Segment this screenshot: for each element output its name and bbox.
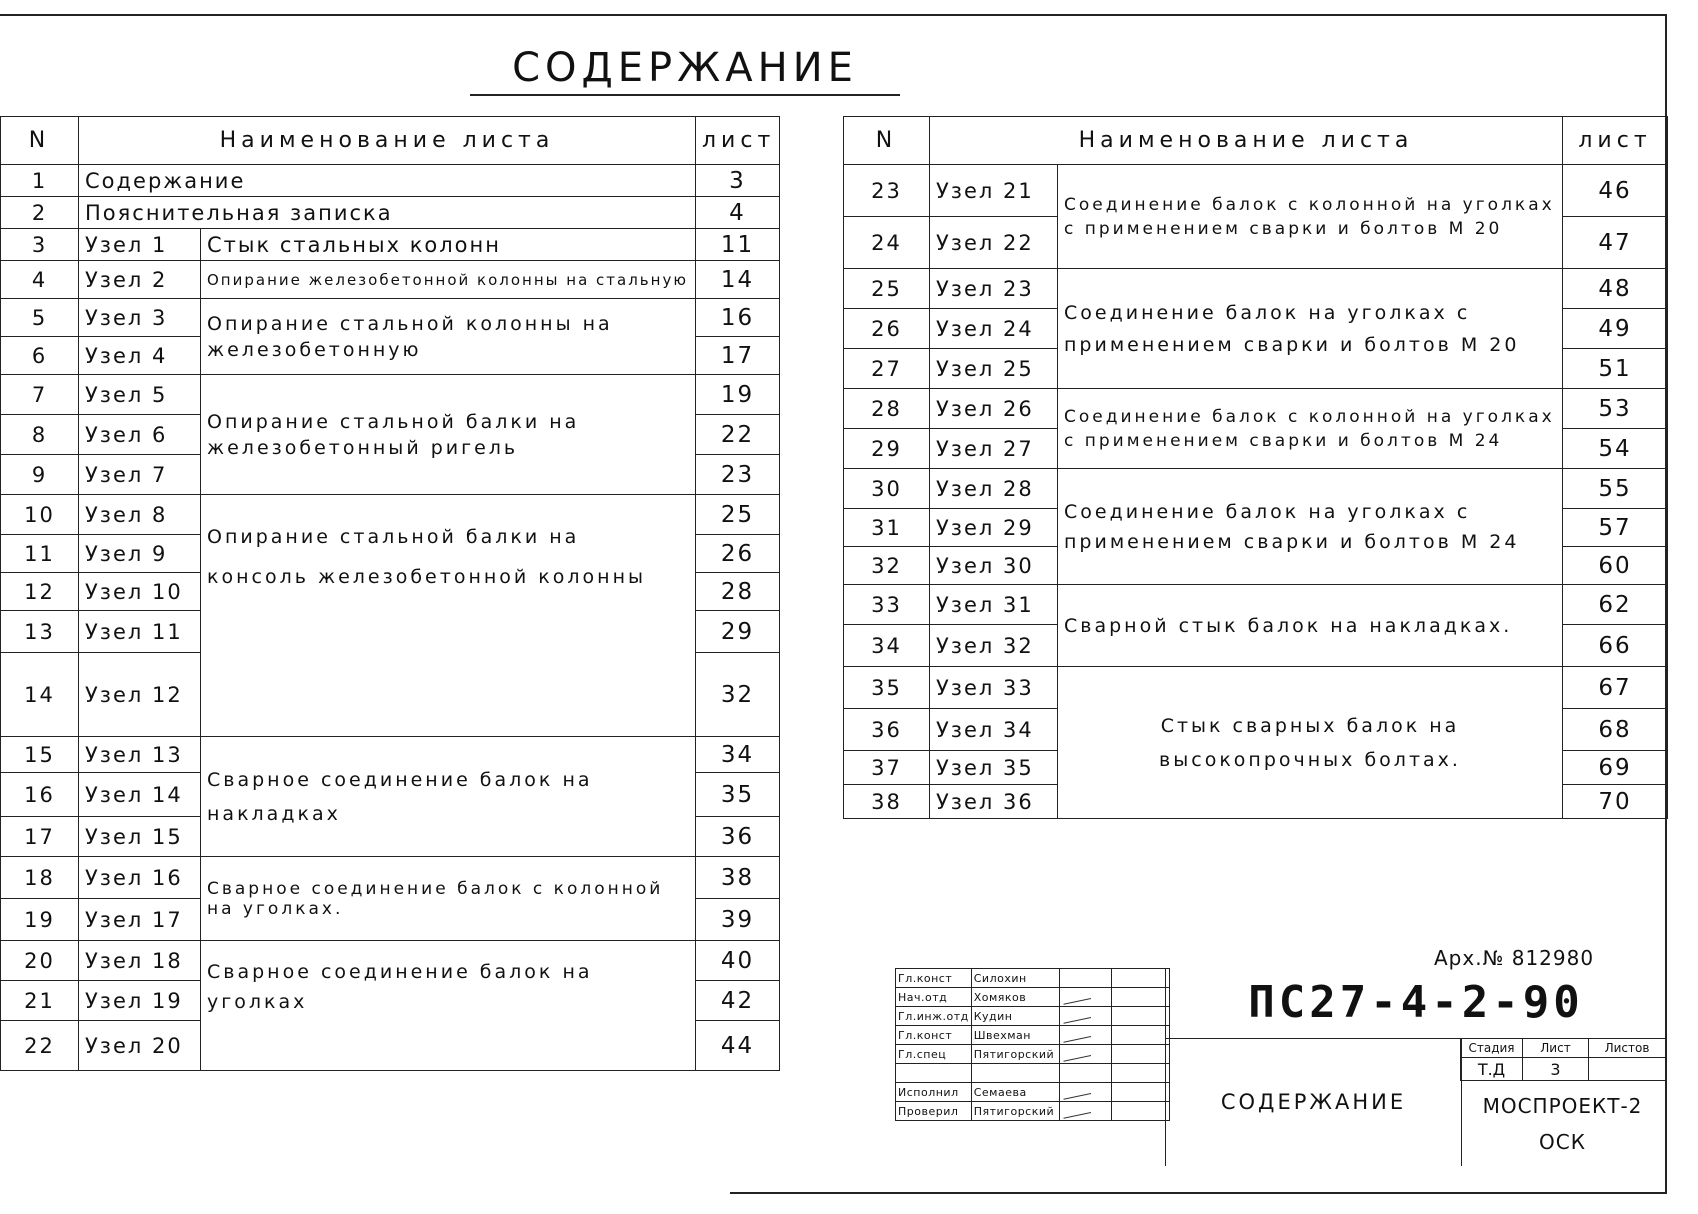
stamp-row: Гл.конст Швехман (896, 1026, 1170, 1045)
column-gap (780, 117, 844, 1071)
table-row: 29 Узел 27 54 (844, 429, 1668, 469)
signature-cell (1059, 988, 1111, 1007)
table-row: 12 Узел 10 28 (1, 573, 844, 611)
signature-cell (1059, 1083, 1111, 1102)
table-row: 31 Узел 29 57 (844, 509, 1668, 547)
org-department: ОСК (1539, 1130, 1586, 1154)
document-name: СОДЕРЖАНИЕ (1165, 1038, 1462, 1166)
table-row: 9 Узел 7 23 (1, 455, 844, 495)
frame-bottom-border (730, 1192, 1667, 1194)
sheet-label: Лист (1523, 1039, 1589, 1058)
table-row: 17 Узел 15 36 (1, 817, 844, 857)
group-description: Опирание стальной колонны на железобетонную (201, 299, 696, 375)
signature-cell (1059, 1026, 1111, 1045)
document-code: ПС27-4-2-90 (1165, 968, 1666, 1039)
table-row: 7 Узел 5 Опирание стальной балки на железобетонный ригель 19 (1, 375, 844, 415)
table-row: 14 Узел 12 32 (1, 653, 844, 737)
signature-stamp (895, 968, 1170, 1121)
table-row: 8 Узел 6 22 (1, 415, 844, 455)
group-description: Сварное соединение балок на накладках (201, 737, 696, 857)
group-description: Опирание стальной балки на железобетонный ригель (201, 375, 696, 495)
table-header-row (1, 117, 844, 165)
table-row: 5 Узел 3 Опирание стальной колонны на железобетонную 16 (1, 299, 844, 337)
table-row: 22 Узел 20 44 (1, 1021, 844, 1071)
group-description: Сварное соединение балок на уголках (201, 941, 696, 1071)
contents-table-right (843, 116, 1668, 819)
group-description: Сварной стык балок на накладках. (1058, 585, 1563, 667)
table-row: 27 Узел 25 51 (844, 349, 1668, 389)
table-row: 30 Узел 28 Соединение балок на уголках с применением сварки и болтов М 24 55 (844, 469, 1668, 509)
table-row: 1 Содержание 3 (1, 165, 844, 197)
table-row: 33 Узел 31 Сварной стык балок на накладках. 62 (844, 585, 1668, 625)
table-row: 20 Узел 18 Сварное соединение балок на уголках 40 (1, 941, 844, 981)
group-description: Соединение балок с колонной на уголках с применением сварки и болтов М 24 (1058, 389, 1563, 469)
table-header-row (844, 117, 1668, 165)
group-description: Соединение балок с колонной на уголках с применением сварки и болтов М 20 (1058, 165, 1563, 269)
table-row: 3 Узел 1 Стык стальных колонн 11 (1, 229, 844, 261)
group-description: Соединение балок на уголках с применением сварки и болтов М 20 (1058, 269, 1563, 389)
header-name: Наименование листа (79, 117, 696, 165)
signature-mark (1061, 1083, 1091, 1100)
frame-top-border (0, 14, 1665, 16)
stage-value: Т.Д (1461, 1058, 1523, 1081)
signature-cell (1059, 969, 1111, 988)
table-row: 16 Узел 14 35 (1, 773, 844, 817)
signature-mark (1061, 988, 1091, 1005)
table-row: 2 Пояснительная записка 4 (1, 197, 844, 229)
archive-number: Арх.№ 812980 (1434, 946, 1595, 970)
signature-cell (1059, 1007, 1111, 1026)
stamp-row (896, 1064, 1170, 1083)
table-row: 32 Узел 30 60 (844, 547, 1668, 585)
header-n: N (1, 117, 79, 165)
signature-mark (1061, 1007, 1091, 1024)
group-description: Сварное соединение балок с колонной на уголках. (201, 857, 696, 941)
stamp-row: Гл.конст Силохин (896, 969, 1170, 988)
table-row: 15 Узел 13 Сварное соединение балок на накладках 34 (1, 737, 844, 773)
table-row: 23 Узел 21 Соединение балок с колонной на уголках с применением сварки и болтов М 20 46 (844, 165, 1668, 217)
group-description: Опирание стальной балки на консоль железобетонной колонны (201, 495, 696, 737)
contents-table-left (0, 116, 844, 1071)
signature-cell (1059, 1102, 1111, 1121)
table-row: 13 Узел 11 29 (1, 611, 844, 653)
header-sheet: лист (696, 117, 780, 165)
sheet-value: 3 (1523, 1058, 1589, 1081)
table-row: 19 Узел 17 39 (1, 899, 844, 941)
table-row: 24 Узел 22 47 (844, 217, 1668, 269)
stage-sheet-table (1460, 1038, 1666, 1081)
stamp-row: Проверил Пятигорский (896, 1102, 1170, 1121)
table-row: 18 Узел 16 Сварное соединение балок с колонной на уголках. 38 (1, 857, 844, 899)
table-row: 11 Узел 9 26 (1, 535, 844, 573)
stamp-row: Гл.инж.отд Кудин (896, 1007, 1170, 1026)
table-row: 36 Узел 34 68 (844, 709, 1668, 751)
organization (1460, 1082, 1665, 1172)
signature-mark (1061, 1026, 1091, 1043)
signature-mark (1061, 1102, 1091, 1119)
table-row: 4 Узел 2 Опирание железобетонной колонны на стальную 14 (1, 261, 844, 299)
group-description: Соединение балок на уголках с применением сварки и болтов М 24 (1058, 469, 1563, 585)
table-row: 34 Узел 32 66 (844, 625, 1668, 667)
stage-label: Стадия (1461, 1039, 1523, 1058)
table-row: 37 Узел 35 69 (844, 751, 1668, 785)
signature-cell (1059, 1045, 1111, 1064)
group-description: Стык сварных балок на высокопрочных болтах. (1058, 667, 1563, 819)
table-row: 26 Узел 24 49 (844, 309, 1668, 349)
table-row: 10 Узел 8 Опирание стальной балки на консоль железобетонной колонны 25 (1, 495, 844, 535)
page-title: СОДЕРЖАНИЕ (470, 42, 900, 96)
header-n: N (844, 117, 930, 165)
org-name: МОСПРОЕКТ-2 (1482, 1094, 1643, 1118)
table-row: 6 Узел 4 17 (1, 337, 844, 375)
signature-mark (1061, 1045, 1091, 1062)
stamp-row: Исполнил Семаева (896, 1083, 1170, 1102)
header-sheet: лист (1563, 117, 1668, 165)
table-row: 35 Узел 33 Стык сварных балок на высокопрочных болтах. 67 (844, 667, 1668, 709)
table-row: 25 Узел 23 Соединение балок на уголках с применением сварки и болтов М 20 48 (844, 269, 1668, 309)
table-row: 28 Узел 26 Соединение балок с колонной на уголках с применением сварки и болтов М 24 53 (844, 389, 1668, 429)
table-row: 38 Узел 36 70 (844, 785, 1668, 819)
stamp-row: Нач.отд Хомяков (896, 988, 1170, 1007)
header-name: Наименование листа (930, 117, 1563, 165)
sheets-value (1589, 1058, 1666, 1081)
table-row: 21 Узел 19 42 (1, 981, 844, 1021)
stamp-row: Гл.спец Пятигорский (896, 1045, 1170, 1064)
sheets-label: Листов (1589, 1039, 1666, 1058)
